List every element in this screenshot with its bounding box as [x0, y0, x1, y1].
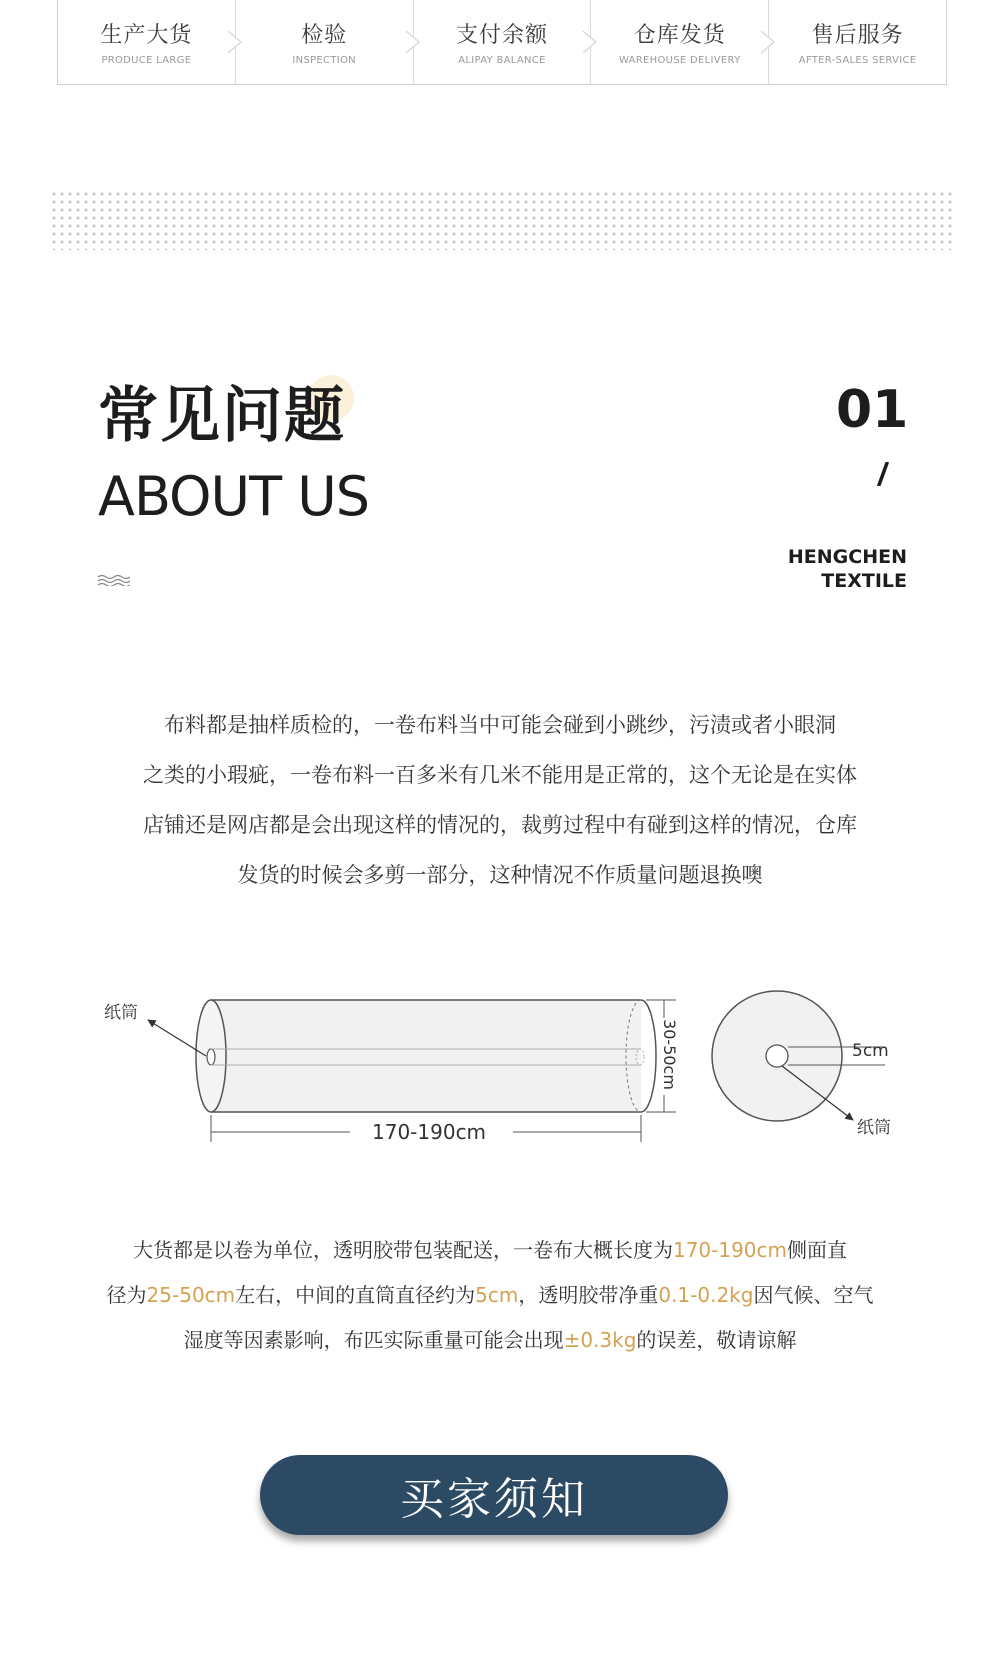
text: 左右，中间的直筒直径约为: [235, 1283, 476, 1307]
chevron-right-icon: [226, 30, 244, 54]
tube-label-right: 纸筒: [857, 1118, 891, 1138]
text: 湿度等因素影响，布匹实际重量可能会出现: [183, 1328, 564, 1352]
brand-line-1: HENGCHEN: [787, 546, 907, 568]
step-sublabel: AFTER-SALES SERVICE: [798, 55, 917, 66]
highlight-weight: 0.1-0.2kg: [658, 1283, 754, 1307]
paragraph-line: [50, 1318, 930, 1363]
paragraph-line: [50, 1228, 930, 1273]
section-number: 01: [836, 380, 909, 440]
dotted-divider: [50, 190, 955, 250]
length-label: 170-190cm: [372, 1120, 487, 1144]
chevron-right-icon: [759, 30, 777, 54]
section-title: 常见问题: [98, 381, 346, 451]
step-sublabel: ALIPAY BALANCE: [458, 55, 546, 66]
core-diameter-label: 5cm: [852, 1041, 889, 1061]
text: 的误差，敬请谅解: [636, 1328, 797, 1352]
text: 大货都是以卷为单位，透明胶带包装配送，一卷布大概长度为: [132, 1238, 673, 1262]
step-delivery: [591, 0, 769, 84]
step-after-sales: [769, 0, 946, 84]
buyer-notice-button[interactable]: 买家须知: [260, 1455, 728, 1535]
quality-notice-paragraph: [84, 700, 916, 900]
step-produce: [58, 0, 236, 84]
paragraph-line: 店铺还是网店都是会出现这样的情况的，裁剪过程中有碰到这样的情况，仓库: [143, 813, 857, 837]
text: 侧面直: [787, 1238, 848, 1262]
step-sublabel: INSPECTION: [292, 55, 356, 66]
paragraph-line: 发货的时候会多剪一部分，这种情况不作质量问题退换噢: [237, 863, 763, 887]
paragraph-line: 之类的小瑕疵，一卷布料一百多米有几米不能用是正常的，这个无论是在实体: [143, 763, 857, 787]
section-subtitle: ABOUT US: [98, 465, 370, 528]
slash-mark: [876, 462, 890, 486]
roll-illustration: [0, 990, 1000, 1180]
text: ，透明胶带净重: [518, 1283, 659, 1307]
step-label: 生产大货: [100, 23, 193, 48]
wave-icon: [97, 574, 130, 586]
highlight-diameter: 25-50cm: [146, 1283, 236, 1307]
chevron-right-icon: [404, 30, 422, 54]
step-label: 支付余额: [455, 23, 548, 48]
text: 径为: [106, 1283, 147, 1307]
process-steps: [57, 0, 947, 85]
step-sublabel: WAREHOUSE DELIVERY: [619, 55, 741, 66]
tube-label-left: 纸筒: [104, 1003, 138, 1023]
highlight-length: 170-190cm: [672, 1238, 788, 1262]
fabric-roll-diagram: [0, 990, 1000, 1180]
step-inspection: [236, 0, 414, 84]
step-label: 仓库发货: [633, 23, 726, 48]
highlight-tolerance: ±0.3kg: [563, 1328, 637, 1352]
chevron-right-icon: [581, 30, 599, 54]
paragraph-line: [50, 1273, 930, 1318]
brand-line-2: TEXTILE: [821, 569, 907, 592]
step-label: 售后服务: [811, 23, 904, 48]
step-sublabel: PRODUCE LARGE: [101, 55, 192, 66]
step-payment: [414, 0, 592, 84]
brand-name: [788, 546, 907, 594]
packaging-info-paragraph: [50, 1228, 930, 1363]
text: 因气候、空气: [753, 1283, 874, 1307]
highlight-core: 5cm: [475, 1283, 519, 1307]
diameter-label: 30-50cm: [659, 1019, 679, 1090]
step-label: 检验: [301, 23, 348, 48]
paragraph-line: 布料都是抽样质检的，一卷布料当中可能会碰到小跳纱，污渍或者小眼洞: [164, 713, 836, 737]
